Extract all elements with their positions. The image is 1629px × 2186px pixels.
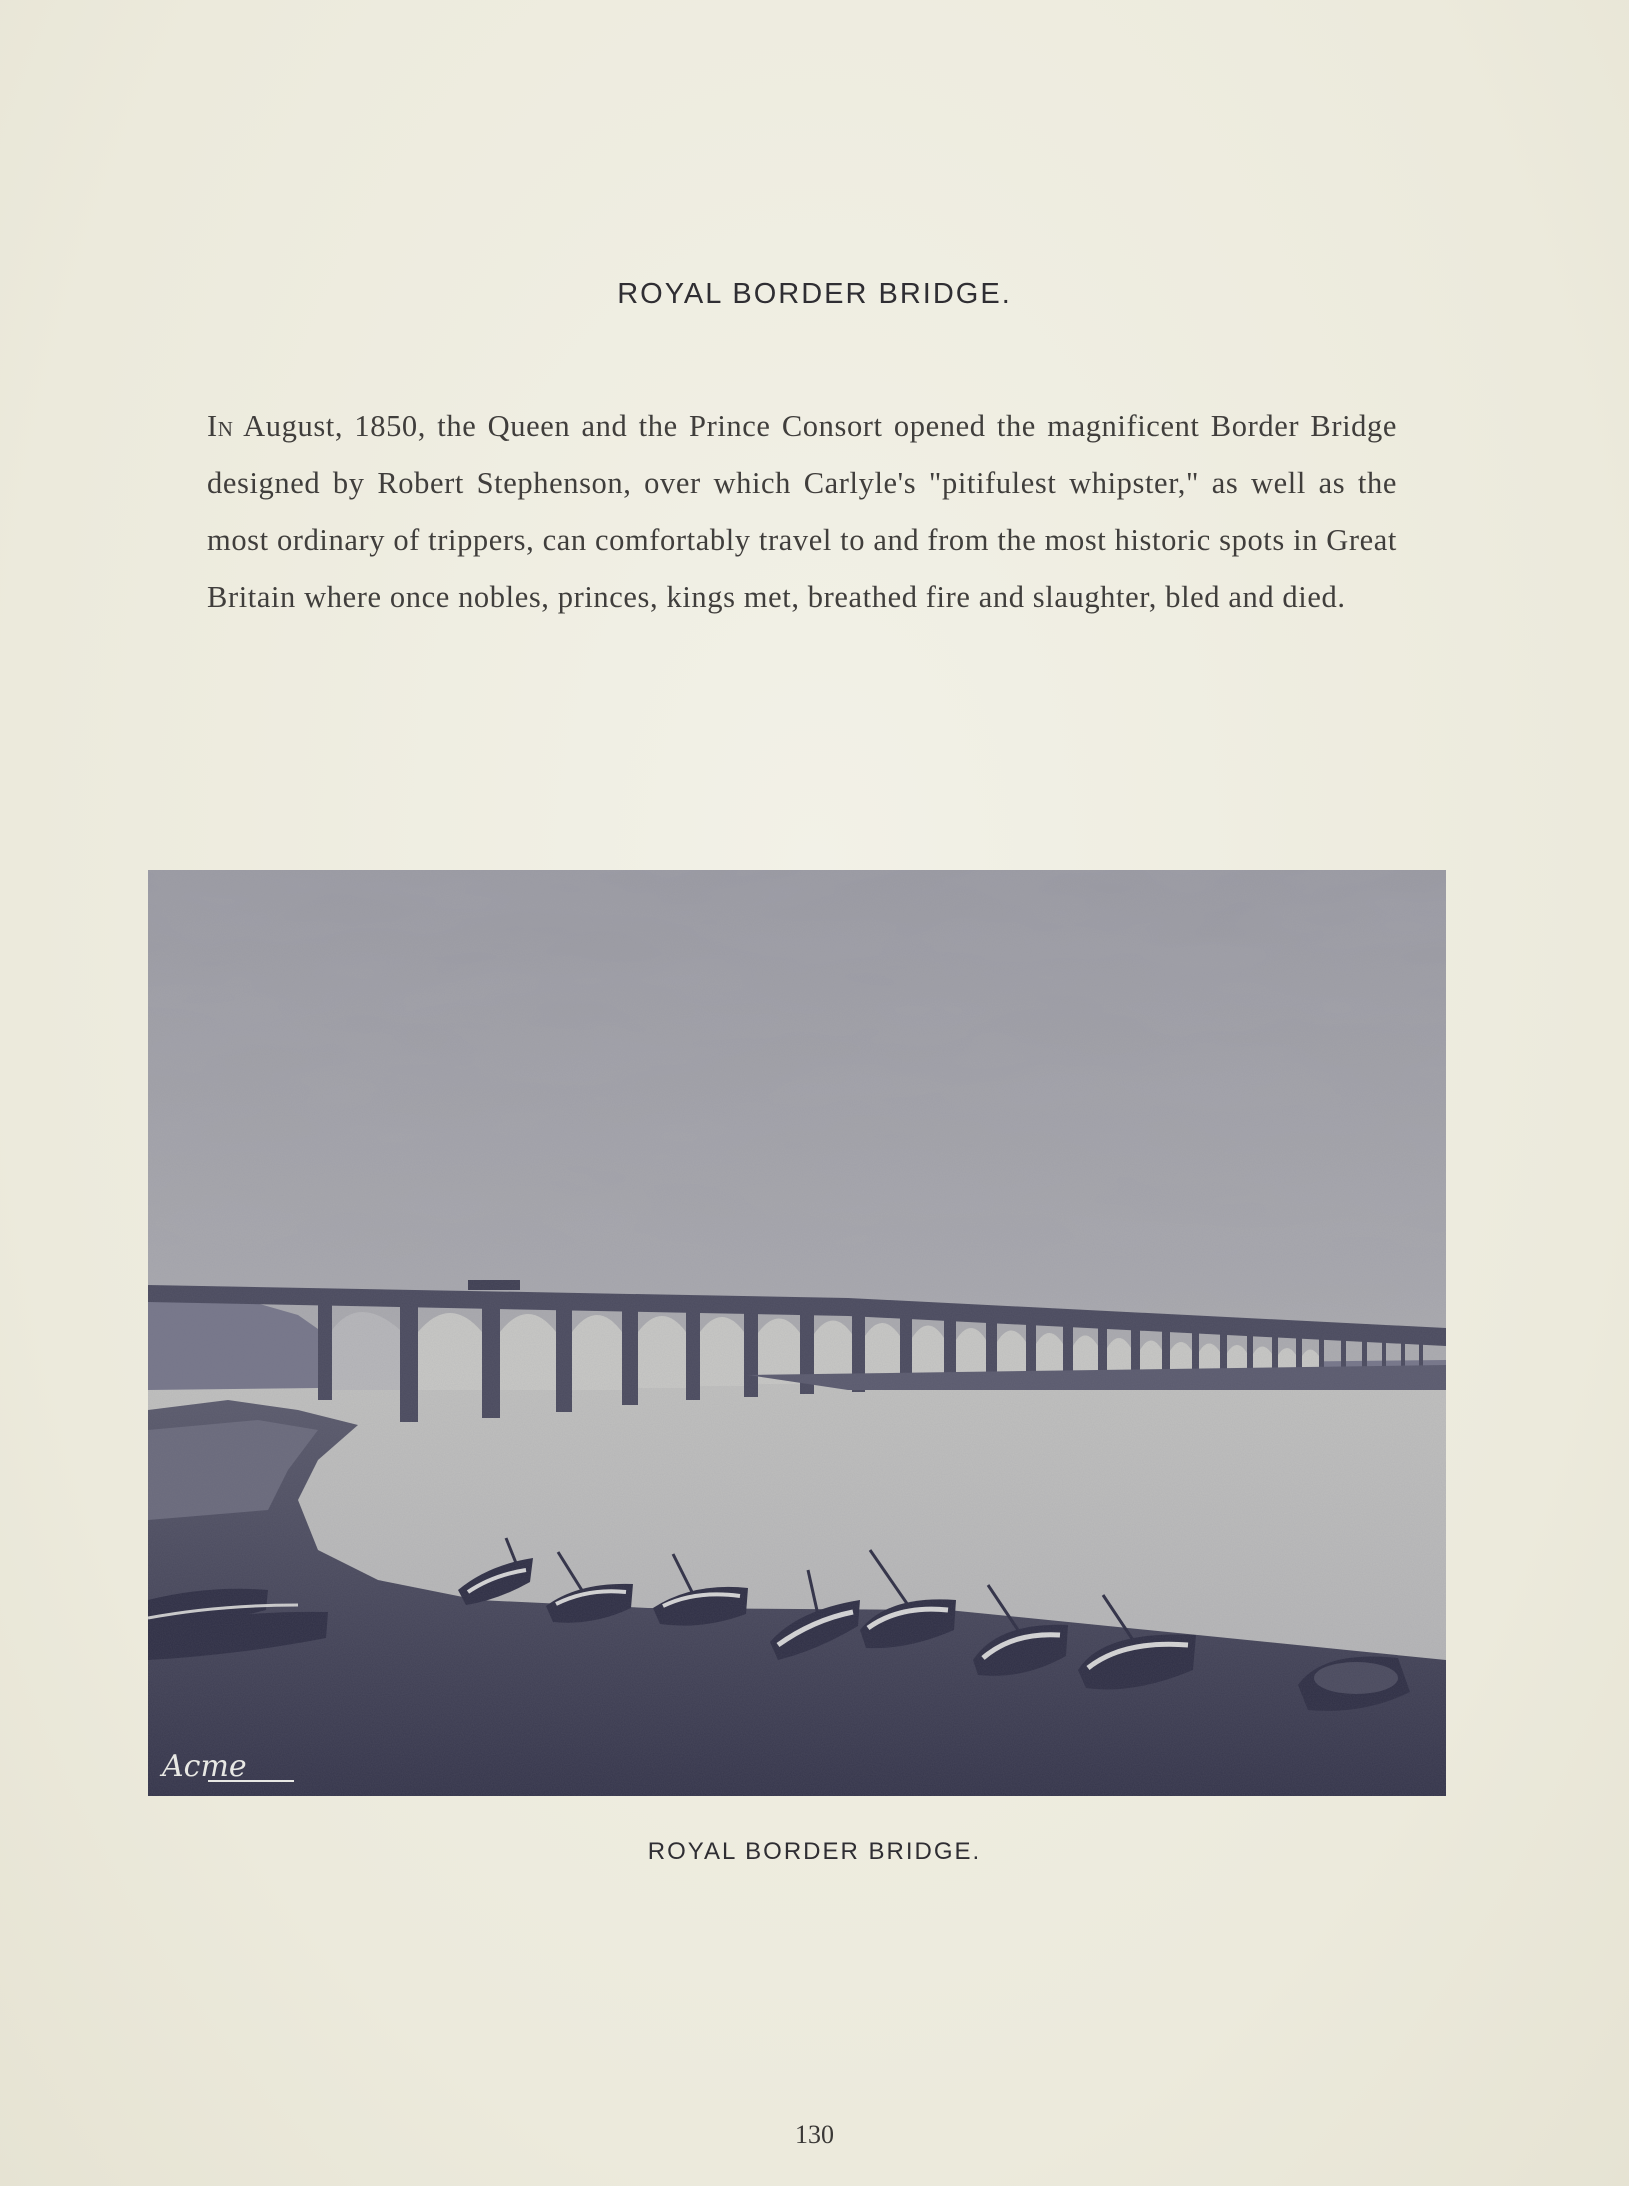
photo-grain — [148, 870, 1446, 1796]
paragraph-lead-smallcaps: In — [207, 409, 234, 443]
page-heading: ROYAL BORDER BRIDGE. — [617, 278, 1012, 310]
page-number: 130 — [795, 2120, 834, 2149]
paragraph-text: August, 1850, the Queen and the Prince Consort opened the magnificent Border Bridge designed by Robert Stephenson, over which Carlyle's "pitifulest whipster," as well as the most ordinary of trippers, can comfortably travel to and from the most historic spots in Great Britain where once nobles, princes, kings met, breathed fire and slaughter, bled and died. — [207, 409, 1397, 614]
body-paragraph — [207, 398, 1397, 626]
engraver-mark: Acme — [162, 1749, 247, 1784]
bridge-photograph — [148, 870, 1446, 1796]
plate-caption: ROYAL BORDER BRIDGE. — [647, 1838, 982, 1865]
photo-plate — [148, 870, 1446, 1796]
